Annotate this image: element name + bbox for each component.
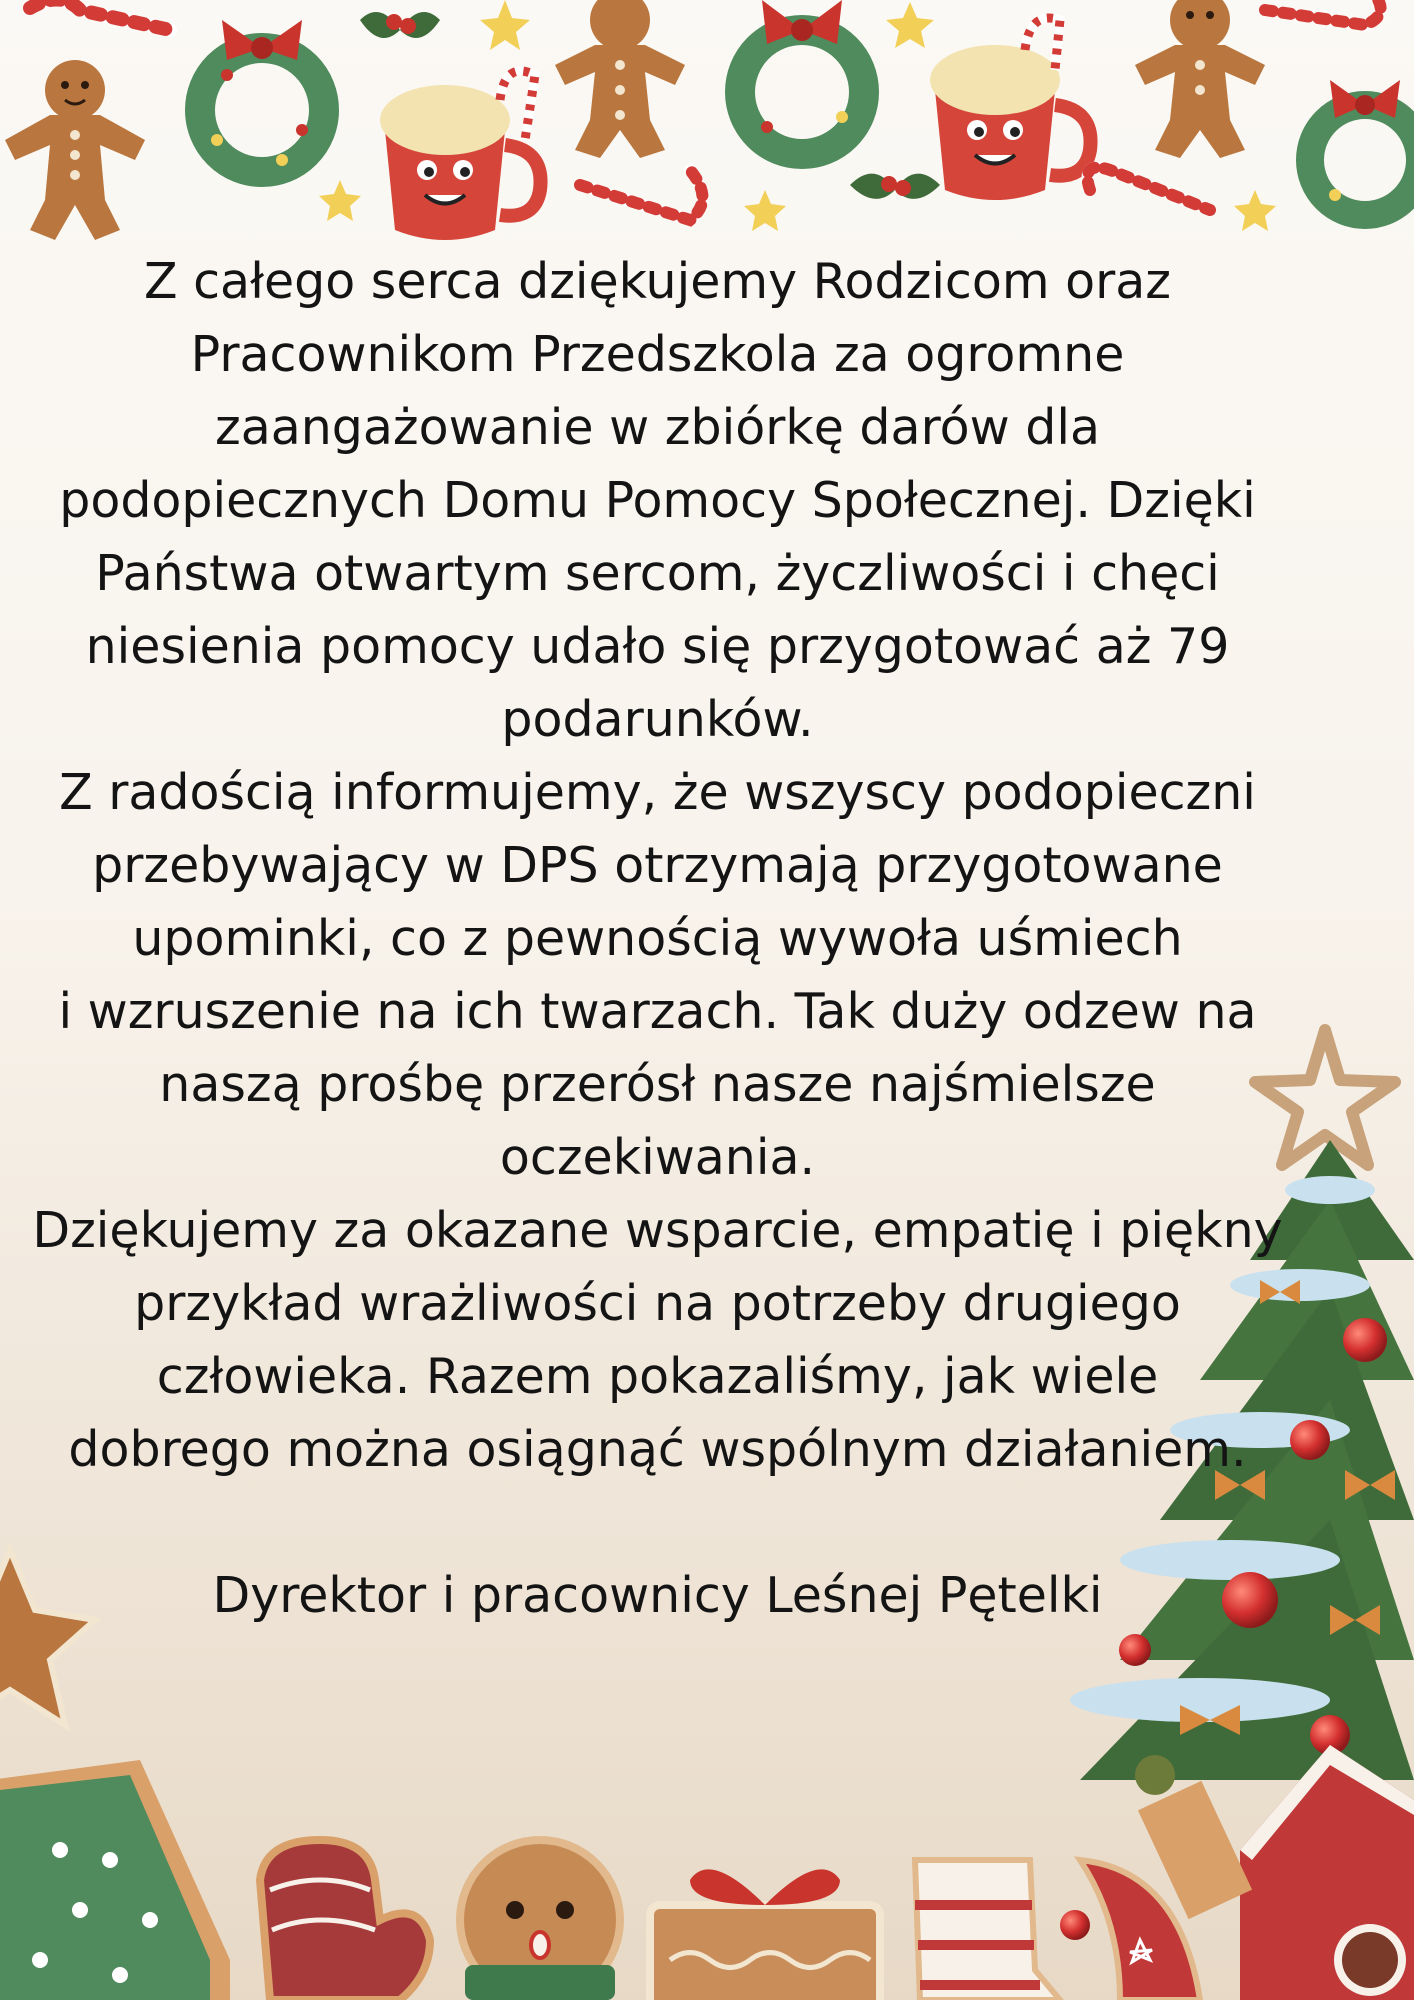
letter-line: Państwa otwartym sercom, życzliwości i chęci <box>95 545 1220 602</box>
letter-line: niesienia pomocy udało się przygotować aż 79 <box>85 618 1230 675</box>
letter-line: Dziękujemy za okazane wsparcie, empatię i piękny <box>32 1202 1283 1259</box>
signature: Dyrektor i pracownicy Leśnej Pętelki <box>212 1567 1103 1624</box>
letter-line: Z całego serca dziękujemy Rodzicom oraz <box>143 253 1172 310</box>
gingerbread-man-icon <box>5 60 145 240</box>
letter-line: Z radością informujemy, że wszyscy podopieczni <box>59 764 1256 821</box>
letter-line: upominki, co z pewnością wywoła uśmiech <box>132 910 1183 967</box>
gingerbread-man-icon <box>555 0 685 158</box>
hot-cocoa-mug-icon <box>380 71 541 240</box>
letter-line: człowieka. Razem pokazaliśmy, jak wiele <box>156 1348 1159 1405</box>
letter-line: i wzruszenie na ich twarzach. Tak duży odzew na <box>58 983 1257 1040</box>
letter-line: przykład wrażliwości na potrzeby drugiego <box>134 1275 1181 1332</box>
wreath-icon <box>740 0 864 154</box>
letter-line: oczekiwania. <box>499 1129 816 1186</box>
letter-line: zaangażowanie w zbiórkę darów dla <box>214 399 1101 456</box>
candy-cane-icon <box>580 170 703 220</box>
holly-icon <box>850 174 940 199</box>
tree-cookie-icon <box>0 1760 230 2000</box>
stocking-icon <box>915 1860 1060 2000</box>
gingerbread-man-icon <box>1135 0 1265 158</box>
letter-line: przebywający w DPS otrzymają przygotowane <box>92 837 1223 894</box>
letter-line: Pracownikom Przedszkola za ogromne <box>190 326 1125 383</box>
letter-line: dobrego można osiągnąć wspólnym działaniem. <box>68 1421 1247 1478</box>
wreath-icon <box>1310 80 1414 215</box>
spacer <box>20 1486 1295 1559</box>
holly-icon <box>360 12 440 38</box>
mitten-icon <box>260 1840 430 2000</box>
hot-cocoa-mug-icon <box>930 18 1091 200</box>
letter-line: naszą prośbę przerósł nasze najśmielsze <box>159 1056 1156 1113</box>
letter-line: podarunków. <box>501 691 814 748</box>
wreath-icon <box>200 20 324 172</box>
gift-cookie-icon <box>650 1869 880 2000</box>
thank-you-letter <box>20 245 1295 1632</box>
letter-line: podopiecznych Domu Pomocy Społecznej. Dzięki <box>59 472 1256 529</box>
gingerbread-face-icon <box>460 1840 620 2000</box>
candy-cane-icon <box>30 0 170 30</box>
